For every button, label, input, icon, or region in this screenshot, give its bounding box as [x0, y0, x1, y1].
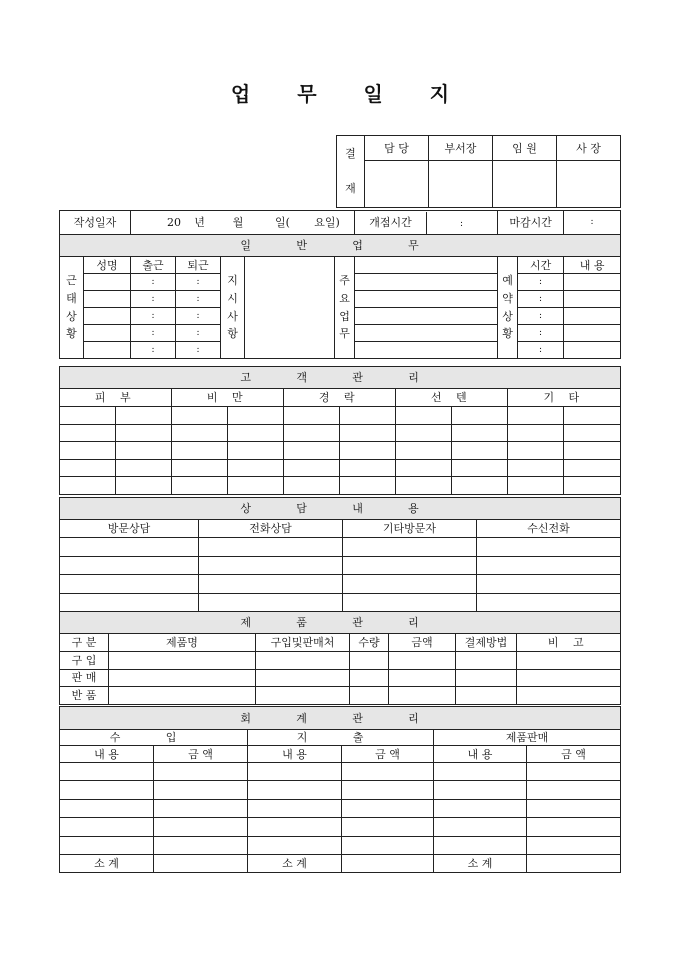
attendance-name-cell[interactable] — [84, 291, 131, 308]
attendance-name-cell[interactable] — [84, 274, 131, 291]
attendance-header-in: 출근 — [131, 257, 176, 274]
product-table — [59, 611, 621, 705]
accounting-subheader-content: 내 용 — [60, 746, 154, 763]
customer-cell[interactable] — [508, 477, 564, 495]
consult-cell[interactable] — [343, 575, 477, 594]
accounting-cell[interactable] — [60, 818, 154, 836]
attendance-in-cell[interactable]: : — [131, 342, 176, 359]
customer-cell[interactable] — [452, 459, 508, 477]
product-cell[interactable] — [456, 687, 517, 705]
product-cell[interactable] — [256, 652, 350, 670]
accounting-cell[interactable] — [60, 799, 154, 817]
reservation-header-content: 내 용 — [564, 257, 621, 274]
accounting-cell[interactable] — [342, 836, 434, 854]
customer-col-tanning: 선 텐 — [396, 389, 508, 407]
reservation-content-cell[interactable] — [564, 308, 621, 325]
accounting-subheader-amount: 금 액 — [342, 746, 434, 763]
attendance-out-cell[interactable]: : — [176, 308, 221, 325]
product-cell[interactable] — [256, 687, 350, 705]
accounting-cell[interactable] — [154, 799, 248, 817]
main-duty-line[interactable] — [355, 342, 498, 359]
customer-cell[interactable] — [284, 442, 340, 460]
approval-table — [336, 135, 621, 208]
main-duty-line[interactable] — [355, 274, 498, 291]
approval-col-staff: 담 당 — [365, 136, 429, 161]
main-duty-line[interactable] — [355, 308, 498, 325]
product-cell[interactable] — [109, 687, 256, 705]
open-time-label: 개점시간 — [356, 212, 427, 234]
customer-col-meridian: 경 락 — [284, 389, 396, 407]
customer-cell[interactable] — [396, 407, 452, 425]
customer-cell[interactable] — [452, 424, 508, 442]
sales-subtotal-label: 소 계 — [434, 854, 527, 872]
customer-cell[interactable] — [172, 424, 228, 442]
approval-col-manager: 부서장 — [429, 136, 493, 161]
date-field[interactable] — [131, 211, 355, 235]
accounting-cell[interactable] — [527, 799, 621, 817]
product-col-note: 비 고 — [517, 634, 621, 652]
product-cell[interactable] — [389, 652, 456, 670]
customer-cell[interactable] — [508, 459, 564, 477]
consult-col-other-visitor: 기타방문자 — [343, 520, 477, 538]
approval-sign-staff[interactable] — [365, 161, 429, 208]
consult-cell[interactable] — [477, 593, 621, 612]
customer-cell[interactable] — [284, 424, 340, 442]
consult-cell[interactable] — [477, 556, 621, 575]
income-subtotal-label: 소 계 — [60, 854, 154, 872]
consult-cell[interactable] — [343, 593, 477, 612]
accounting-subheader-amount: 금 액 — [154, 746, 248, 763]
consult-cell[interactable] — [199, 593, 343, 612]
accounting-cell[interactable] — [248, 836, 342, 854]
accounting-subheader-content: 내 용 — [434, 746, 527, 763]
main-duty-line[interactable] — [355, 325, 498, 342]
consult-col-incoming-call: 수신전화 — [477, 520, 621, 538]
customer-cell[interactable] — [396, 459, 452, 477]
accounting-cell[interactable] — [434, 836, 527, 854]
product-col-vendor: 구입및판매처 — [256, 634, 350, 652]
customer-cell[interactable] — [284, 477, 340, 495]
customer-cell[interactable] — [564, 424, 621, 442]
customer-cell[interactable] — [116, 477, 172, 495]
customer-cell[interactable] — [172, 459, 228, 477]
customer-cell[interactable] — [284, 459, 340, 477]
expense-subtotal-label: 소 계 — [248, 854, 342, 872]
accounting-cell[interactable] — [527, 781, 621, 799]
product-cell[interactable] — [389, 669, 456, 687]
reservation-side-label: 예 약 상 황 — [498, 257, 518, 359]
consult-cell[interactable] — [60, 593, 199, 612]
reservation-content-cell[interactable] — [564, 291, 621, 308]
product-cell[interactable] — [256, 669, 350, 687]
customer-cell[interactable] — [60, 477, 116, 495]
instruction-side-label: 지 시 사 항 — [221, 257, 245, 359]
attendance-in-cell[interactable]: : — [131, 308, 176, 325]
consult-cell[interactable] — [477, 538, 621, 557]
customer-cell[interactable] — [396, 477, 452, 495]
accounting-cell[interactable] — [434, 763, 527, 781]
product-col-name: 제품명 — [109, 634, 256, 652]
product-col-quantity: 수량 — [350, 634, 389, 652]
main-duty-side-label: 주 요 업 무 — [335, 257, 355, 359]
reservation-time-cell[interactable]: : — [518, 291, 564, 308]
accounting-group-expense: 지 출 — [248, 730, 434, 746]
attendance-out-cell[interactable]: : — [176, 291, 221, 308]
accounting-cell[interactable] — [60, 781, 154, 799]
main-duty-line[interactable] — [355, 257, 498, 274]
product-cell[interactable] — [456, 669, 517, 687]
customer-cell[interactable] — [508, 442, 564, 460]
accounting-subheader-content: 내 용 — [248, 746, 342, 763]
customer-cell[interactable] — [452, 477, 508, 495]
accounting-cell[interactable] — [248, 818, 342, 836]
product-cell[interactable] — [456, 652, 517, 670]
reservation-time-cell[interactable]: : — [518, 274, 564, 291]
approval-sign-president[interactable] — [557, 161, 621, 208]
accounting-cell[interactable] — [527, 836, 621, 854]
customer-col-obesity: 비 만 — [172, 389, 284, 407]
consult-section-title: 상 담 내 용 — [60, 498, 621, 520]
product-cell[interactable] — [109, 652, 256, 670]
customer-cell[interactable] — [172, 477, 228, 495]
attendance-name-cell[interactable] — [84, 308, 131, 325]
general-duties-table — [59, 210, 621, 359]
year-prefix: 20 — [167, 216, 182, 229]
consult-col-phone: 전화상담 — [199, 520, 343, 538]
approval-sign-manager[interactable] — [429, 161, 493, 208]
accounting-cell[interactable] — [342, 781, 434, 799]
customer-table — [59, 366, 621, 495]
customer-cell[interactable] — [564, 477, 621, 495]
accounting-cell[interactable] — [248, 781, 342, 799]
accounting-cell[interactable] — [434, 799, 527, 817]
customer-cell[interactable] — [396, 442, 452, 460]
product-row-return-label: 반 품 — [60, 687, 109, 705]
attendance-in-cell[interactable]: : — [131, 325, 176, 342]
sales-subtotal-value[interactable] — [527, 854, 621, 872]
consult-cell[interactable] — [199, 556, 343, 575]
product-cell[interactable] — [350, 687, 389, 705]
attendance-name-cell[interactable] — [84, 325, 131, 342]
approval-label: 결 재 — [337, 136, 365, 208]
accounting-cell[interactable] — [434, 781, 527, 799]
consult-cell[interactable] — [60, 556, 199, 575]
customer-col-skin: 피 부 — [60, 389, 172, 407]
customer-cell[interactable] — [116, 459, 172, 477]
product-cell[interactable] — [350, 652, 389, 670]
accounting-cell[interactable] — [342, 763, 434, 781]
product-col-amount: 금액 — [389, 634, 456, 652]
accounting-group-product-sales: 제품판매 — [434, 730, 621, 746]
instruction-field[interactable] — [245, 257, 335, 359]
weekday-unit: 요일) — [314, 216, 340, 229]
accounting-section-title: 회 계 관 리 — [60, 707, 621, 730]
accounting-cell[interactable] — [60, 836, 154, 854]
customer-cell[interactable] — [60, 459, 116, 477]
accounting-group-income: 수 입 — [60, 730, 248, 746]
customer-section-title: 고 객 관 리 — [60, 367, 621, 389]
customer-cell[interactable] — [452, 407, 508, 425]
customer-cell[interactable] — [508, 407, 564, 425]
customer-cell[interactable] — [340, 442, 396, 460]
customer-cell[interactable] — [116, 407, 172, 425]
income-subtotal-value[interactable] — [154, 854, 248, 872]
consult-cell[interactable] — [60, 575, 199, 594]
customer-cell[interactable] — [284, 407, 340, 425]
customer-cell[interactable] — [60, 407, 116, 425]
customer-cell[interactable] — [508, 424, 564, 442]
customer-cell[interactable] — [228, 407, 284, 425]
product-cell[interactable] — [350, 669, 389, 687]
customer-cell[interactable] — [172, 442, 228, 460]
consult-cell[interactable] — [60, 538, 199, 557]
attendance-out-cell[interactable]: : — [176, 325, 221, 342]
customer-cell[interactable] — [452, 442, 508, 460]
customer-cell[interactable] — [228, 424, 284, 442]
approval-col-executive: 임 원 — [493, 136, 557, 161]
customer-cell[interactable] — [396, 424, 452, 442]
product-section-title: 제 품 관 리 — [60, 612, 621, 634]
product-cell[interactable] — [517, 669, 621, 687]
customer-cell[interactable] — [228, 459, 284, 477]
expense-subtotal-value[interactable] — [342, 854, 434, 872]
accounting-cell[interactable] — [154, 836, 248, 854]
customer-cell[interactable] — [340, 407, 396, 425]
attendance-in-cell[interactable]: : — [131, 291, 176, 308]
approval-col-president: 사 장 — [557, 136, 621, 161]
accounting-cell[interactable] — [60, 763, 154, 781]
product-cell[interactable] — [109, 669, 256, 687]
accounting-cell[interactable] — [342, 818, 434, 836]
month-unit: 월 — [232, 216, 244, 229]
accounting-cell[interactable] — [527, 818, 621, 836]
accounting-cell[interactable] — [154, 781, 248, 799]
close-time-value[interactable]: : — [564, 211, 621, 235]
accounting-subheader-amount: 금 액 — [527, 746, 621, 763]
close-time-label: 마감시간 — [498, 211, 564, 235]
general-section-title: 일 반 업 무 — [60, 235, 621, 257]
day-unit: 일( — [275, 216, 290, 229]
customer-cell[interactable] — [172, 407, 228, 425]
attendance-name-cell[interactable] — [84, 342, 131, 359]
reservation-content-cell[interactable] — [564, 342, 621, 359]
customer-col-other: 기 타 — [508, 389, 621, 407]
product-cell[interactable] — [517, 687, 621, 705]
accounting-cell[interactable] — [248, 763, 342, 781]
consult-col-visit: 방문상담 — [60, 520, 199, 538]
reservation-content-cell[interactable] — [564, 274, 621, 291]
customer-cell[interactable] — [340, 424, 396, 442]
reservation-time-cell[interactable]: : — [518, 325, 564, 342]
product-row-sale-label: 판 매 — [60, 669, 109, 687]
attendance-header-out: 퇴근 — [176, 257, 221, 274]
consult-cell[interactable] — [343, 556, 477, 575]
page-title: 업 무 일 지 — [230, 82, 470, 106]
accounting-cell[interactable] — [154, 818, 248, 836]
attendance-out-cell[interactable]: : — [176, 342, 221, 359]
year-unit: 년 — [194, 216, 205, 229]
customer-cell[interactable] — [564, 459, 621, 477]
accounting-cell[interactable] — [248, 799, 342, 817]
consult-cell[interactable] — [199, 575, 343, 594]
customer-cell[interactable] — [116, 442, 172, 460]
product-col-payment: 결제방법 — [456, 634, 517, 652]
accounting-cell[interactable] — [527, 763, 621, 781]
reservation-time-cell[interactable]: : — [518, 308, 564, 325]
customer-cell[interactable] — [564, 442, 621, 460]
reservation-content-cell[interactable] — [564, 325, 621, 342]
attendance-side-label: 근 태 상 황 — [60, 257, 84, 359]
consult-cell[interactable] — [343, 538, 477, 557]
consult-cell[interactable] — [199, 538, 343, 557]
main-duty-line[interactable] — [355, 291, 498, 308]
product-col-type: 구 분 — [60, 634, 109, 652]
attendance-header-name: 성명 — [84, 257, 131, 274]
reservation-header-time: 시간 — [518, 257, 564, 274]
customer-cell[interactable] — [564, 407, 621, 425]
customer-cell[interactable] — [60, 424, 116, 442]
accounting-cell[interactable] — [342, 799, 434, 817]
consult-cell[interactable] — [477, 575, 621, 594]
approval-sign-executive[interactable] — [493, 161, 557, 208]
customer-cell[interactable] — [228, 442, 284, 460]
customer-cell[interactable] — [340, 477, 396, 495]
accounting-cell[interactable] — [154, 763, 248, 781]
customer-cell[interactable] — [340, 459, 396, 477]
attendance-out-cell[interactable]: : — [176, 274, 221, 291]
open-time-value: : — [460, 218, 464, 229]
date-label: 작성일자 — [60, 211, 131, 235]
product-cell[interactable] — [517, 652, 621, 670]
consult-table — [59, 497, 621, 612]
customer-cell[interactable] — [228, 477, 284, 495]
accounting-cell[interactable] — [434, 818, 527, 836]
customer-cell[interactable] — [116, 424, 172, 442]
customer-cell[interactable] — [60, 442, 116, 460]
open-time-field[interactable] — [355, 211, 498, 235]
accounting-table — [59, 706, 621, 873]
attendance-in-cell[interactable]: : — [131, 274, 176, 291]
product-row-purchase-label: 구 입 — [60, 652, 109, 670]
product-cell[interactable] — [389, 687, 456, 705]
reservation-time-cell[interactable]: : — [518, 342, 564, 359]
